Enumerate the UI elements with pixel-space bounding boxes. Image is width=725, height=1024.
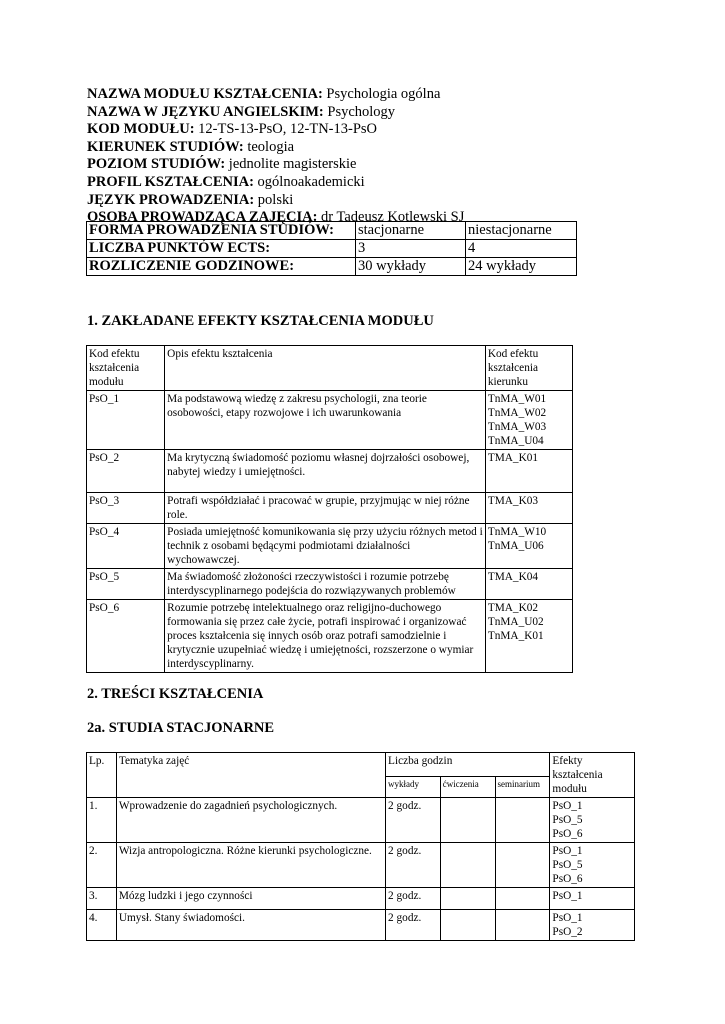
table-cell: PsO_1 [87, 391, 165, 450]
table-cell: 1. [87, 798, 117, 843]
table-cell: LICZBA PUNKTÓW ECTS: [87, 240, 356, 258]
meta-line [87, 121, 587, 139]
direction-code: TMA_K01 [487, 452, 539, 464]
effect-code: PsO_2 [552, 926, 583, 938]
meta-line [87, 156, 587, 174]
meta-label: PROFIL KSZTAŁCENIA: [87, 173, 254, 190]
subsection-heading: 2a. STUDIA STACJONARNE [87, 720, 275, 736]
table-row [87, 524, 573, 569]
header-cell: Liczba godzin [386, 753, 550, 777]
table-cell [440, 798, 495, 843]
table-row [87, 493, 573, 524]
header-cell: Lp. [87, 753, 117, 798]
table-cell: 4 [466, 240, 577, 258]
direction-code: TnMA_U06 [487, 540, 544, 552]
module-metadata [87, 86, 587, 227]
meta-value: 12-TS-13-PsO, 12-TN-13-PsO [198, 121, 378, 138]
header-cell: ćwiczenia [440, 776, 495, 797]
table-cell: Potrafi współdziałać i pracować w grupie, przyjmując w niej różne role. [165, 493, 486, 524]
meta-label: JĘZYK PROWADZENIA: [87, 191, 255, 208]
meta-label: POZIOM STUDIÓW: [87, 156, 226, 173]
table-cell [495, 888, 550, 910]
table-row [87, 222, 577, 240]
table-cell: 4. [87, 910, 117, 941]
table-cell [550, 888, 635, 910]
table-cell [550, 843, 635, 888]
header-cell: Efekty kształcenia modułu [550, 753, 635, 798]
table-cell: Wprowadzenie do zagadnień psychologicznych. [116, 798, 385, 843]
meta-label: NAZWA W JĘZYKU ANGIELSKIM: [87, 103, 324, 120]
meta-value: polski [257, 191, 294, 208]
meta-line [87, 139, 587, 157]
header-cell: Tematyka zajęć [116, 753, 385, 798]
table-row [87, 843, 635, 888]
meta-value: Psychology [327, 103, 396, 120]
table-row [87, 450, 573, 493]
meta-label: KIERUNEK STUDIÓW: [87, 138, 244, 155]
table-cell: Mózg ludzki i jego czynności [116, 888, 385, 910]
learning-outcomes-table [86, 345, 573, 673]
effect-code: PsO_5 [552, 814, 583, 826]
header-cell: Opis efektu kształcenia [165, 346, 486, 391]
table-cell: Posiada umiejętność komunikowania się przy użyciu różnych metod i technik z osobami będącymi podmiotami działalności wychowawczej. [165, 524, 486, 569]
table-row [87, 888, 635, 910]
direction-code: TnMA_U04 [487, 435, 544, 447]
table-cell [495, 910, 550, 941]
table-cell: 2 godz. [386, 798, 441, 843]
direction-code: TMA_K03 [487, 495, 539, 507]
table-cell: Ma krytyczną świadomość poziomu własnej dojrzałości osobowej, nabytej wiedzy i umiejętności. [165, 450, 486, 493]
section-heading: 2. TREŚCI KSZTAŁCENIA [87, 686, 264, 702]
table-cell [495, 798, 550, 843]
table-cell [485, 450, 572, 493]
table-cell: 30 wykłady [356, 258, 466, 276]
direction-code: TMA_K02 [487, 602, 539, 614]
meta-value: teologia [247, 138, 295, 155]
table-cell: 3. [87, 888, 117, 910]
table-cell: 3 [356, 240, 466, 258]
table-cell: FORMA PROWADZENIA STUDIÓW: [87, 222, 356, 240]
table-cell [550, 798, 635, 843]
table-cell: ROZLICZENIE GODZINOWE: [87, 258, 356, 276]
direction-code: TnMA_U02 [487, 616, 544, 628]
table-cell: 24 wykłady [466, 258, 577, 276]
direction-code: TnMA_W02 [487, 407, 547, 419]
header-cell: Kod efektu kształcenia kierunku [485, 346, 572, 391]
table-row [87, 910, 635, 941]
effect-code: PsO_6 [552, 873, 583, 885]
meta-label: NAZWA MODUŁU KSZTAŁCENIA: [87, 86, 323, 102]
table-row [87, 798, 635, 843]
table-cell [485, 493, 572, 524]
meta-value: jednolite magisterskie [228, 156, 357, 173]
study-form-table [86, 221, 577, 276]
meta-line [87, 86, 587, 104]
table-header-row [87, 753, 635, 777]
meta-label: KOD MODUŁU: [87, 121, 195, 138]
direction-code: TnMA_W03 [487, 421, 547, 433]
table-cell: PsO_3 [87, 493, 165, 524]
header-cell: wykłady [386, 776, 441, 797]
table-cell: stacjonarne [356, 222, 466, 240]
table-cell: 2 godz. [386, 843, 441, 888]
direction-code: TnMA_K01 [487, 630, 544, 642]
table-cell: niestacjonarne [466, 222, 577, 240]
meta-value: ogólnoakademicki [257, 173, 365, 190]
table-row [87, 569, 573, 600]
table-cell: PsO_5 [87, 569, 165, 600]
table-row [87, 258, 577, 276]
section-heading: 1. ZAKŁADANE EFEKTY KSZTAŁCENIA MODUŁU [87, 313, 434, 329]
effect-code: PsO_5 [552, 859, 583, 871]
meta-label: OSOBA PROWADZĄCA ZAJĘCIA: [87, 209, 318, 226]
table-cell: Wizja antropologiczna. Różne kierunki psychologiczne. [116, 843, 385, 888]
table-cell [485, 600, 572, 673]
table-cell [485, 524, 572, 569]
effect-code: PsO_6 [552, 828, 583, 840]
table-cell [485, 391, 572, 450]
table-cell: 2 godz. [386, 910, 441, 941]
table-cell: Ma podstawową wiedzę z zakresu psychologii, zna teorie osobowości, etapy rozwojowe i ich uwarunkowania [165, 391, 486, 450]
table-cell [495, 843, 550, 888]
table-cell [440, 888, 495, 910]
table-cell: Rozumie potrzebę intelektualnego oraz religijno-duchowego formowania się przez całe życie, potrafi inspirować i organizować proces kształcenia się innych osób oraz potrafi samodzielnie i krytycznie uzupełniać wiedzę i umiejętności, rozszerzone o wymiar interdyscyplinarny. [165, 600, 486, 673]
table-row [87, 600, 573, 673]
meta-line [87, 104, 587, 122]
table-cell: Ma świadomość złożoności rzeczywistości i rozumie potrzebę interdyscyplinarnego podejścia do rozwiązywanych problemów [165, 569, 486, 600]
table-header-row [87, 346, 573, 391]
effect-code: PsO_1 [552, 890, 583, 902]
meta-value: Psychologia ogólna [326, 86, 441, 102]
meta-line [87, 192, 587, 210]
effect-code: PsO_1 [552, 845, 583, 857]
table-cell [550, 910, 635, 941]
table-cell: 2. [87, 843, 117, 888]
table-cell: 2 godz. [386, 888, 441, 910]
table-cell [440, 910, 495, 941]
meta-line [87, 174, 587, 192]
effect-code: PsO_1 [552, 800, 583, 812]
meta-value: dr Tadeusz Kotlewski SJ [321, 209, 465, 226]
table-cell: PsO_4 [87, 524, 165, 569]
effect-code: PsO_1 [552, 912, 583, 924]
table-cell [440, 843, 495, 888]
table-cell: Umysł. Stany świadomości. [116, 910, 385, 941]
table-cell: PsO_2 [87, 450, 165, 493]
table-cell [485, 569, 572, 600]
full-time-content-table [86, 752, 635, 941]
header-cell: Kod efektu kształcenia modułu [87, 346, 165, 391]
direction-code: TMA_K04 [487, 571, 539, 583]
direction-code: TnMA_W01 [487, 393, 547, 405]
table-row [87, 391, 573, 450]
table-row [87, 240, 577, 258]
direction-code: TnMA_W10 [487, 526, 547, 538]
header-cell: seminarium [495, 776, 550, 797]
table-cell: PsO_6 [87, 600, 165, 673]
